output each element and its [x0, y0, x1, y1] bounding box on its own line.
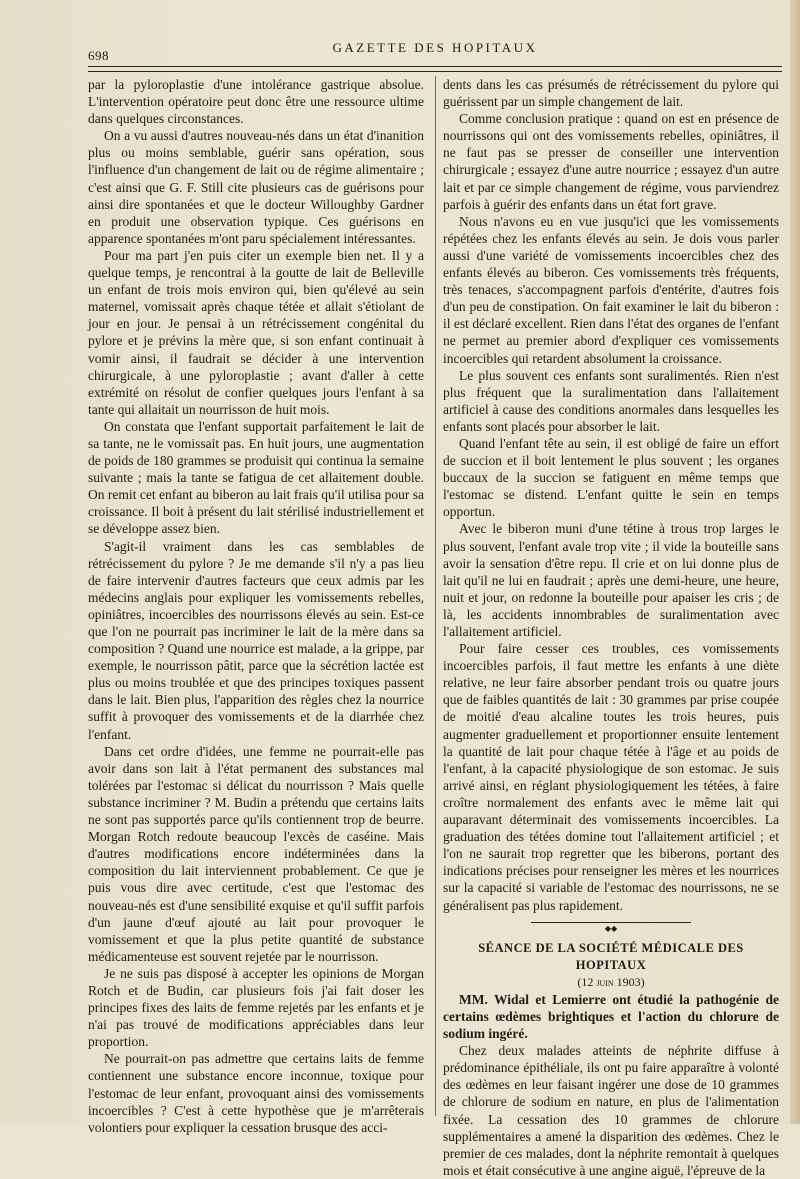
header-rule-thin [88, 71, 782, 72]
journal-title: GAZETTE DES HOPITAUX [332, 40, 538, 55]
paragraph: Quand l'enfant tête au sein, il est obligé de faire un effort de succion et il boit lentement le plus souvent ; les organes buccaux de la succion se fatiguent en même temps que l'estomac se distend. L'enfant quitte le sein en temps opportun. [443, 435, 779, 520]
date-day: (12 [577, 974, 597, 989]
right-column [443, 76, 779, 1179]
left-column [88, 76, 424, 1136]
section-title: SÉANCE DE LA SOCIÉTÉ MÉDICALE DES HOPITAUX [478, 940, 744, 972]
paragraph: par la pyloroplastie d'une intolérance gastrique absolue. L'intervention opératoire peut donc être une ressource ultime dans quelques circonstances. [88, 77, 424, 127]
paragraph: On constata que l'enfant supportait parfaitement le lait de sa tante, ne le vomissait pas. En huit jours, une augmentation de poids de 180 grammes se produisit qui continua la semaine suivante ; mais la tante se fatigua de cet allaitement double. On remit cet enfant au biberon au lait frais qu'il utilisa pour sa croissance. Il boit à présent du lait stérilisé industriellement et se développe assez bien. [88, 418, 424, 537]
paragraph: Nous n'avons eu en vue jusqu'ici que les vomissements répétées chez les enfants élevés au sein. Je dois vous parler aussi d'une variété de vomissements incoercibles chez des enfants élevés au biberon. Ces vomissements très fréquents, très tenaces, s'accompagnent parfois d'entérite, d'autres fois d'un peu de constipation. On fait examiner le lait du biberon : il est déclaré excellent. Rien dans l'état des organes de l'enfant ne permet au premier abord d'expliquer ces vomissements incoercibles qui retardent absolument la croissance. [443, 213, 779, 366]
paragraph: Pour faire cesser ces troubles, ces vomissements incoercibles parfois, il faut mettre les enfants à une diète relative, ne leur faire absorber pendant trois ou quatre jours que de faibles quantités de lait : 30 grammes par prise coupée de moitié d'eau alcaline toutes les trois heures, puis augmenter graduellement et proportionner ensuite lentement la quantité de lait pour chaque tétée à l'âge et au poids de l'enfant, à la capacité physiologique de son estomac. Je suis arrivé ainsi, en réglant physiologiquement les tétées, à faire croître normalement des enfants avec le même lait qui auparavant déterminait des vomissements incoercibles. La graduation des tétées domine tout l'allaitement artificiel ; et l'on ne saurait trop regretter que les biberons, portant des indications précises pour renseigner les mères et les nourrices sur la capacité si variable de l'estomac des nourrissons, ne se généralisent pas plus rapidement. [443, 641, 779, 913]
paragraph: Pour ma part j'en puis citer un exemple bien net. Il y a quelque temps, je rencontrai à la goutte de lait de Belleville un enfant de trois mois environ qui, bien qu'élevé au sein maternel, vomissait après chaque tétée et allait s'étiolant de jour en jour. Je pensai à un rétrécissement congénital du pylore et je prévins la mère que, si son enfant continuait à vomir ainsi, il faudrait se décider à une intervention chirurgicale, à une pyloroplastie ; avant d'aller à cette extrémité on résolut de confier quelques jours l'enfant à sa tante qui allaitait un nourrisson de huit mois. [88, 247, 424, 417]
paragraph: Je ne suis pas disposé à accepter les opinions de Morgan Rotch et de Budin, car plusieurs fois j'ai fait doser les principes fixes des laits de femme rejetés par les enfants et je n'ai pas trouvé de modifications appréciables dans leur proportion. [88, 965, 424, 1050]
date-year: 1903) [613, 974, 645, 989]
paragraph: Chez deux malades atteints de néphrite diffuse à prédominance épithéliale, ils ont pu faire apparaître à volonté des œdèmes en leur faisant ingérer une dose de 10 grammes de chlorure de sodium en nature, en plus de l'alimentation fixée. La cessation des 10 grammes de chlorure supplémentaires a amené la disparition des œdèmes. Chez le premier de ces malades, dont la néphrite remontait à quelques mois et était consécutive à une angine aiguë, l'épreuve de la [443, 1043, 779, 1178]
paragraph: Comme conclusion pratique : quand on est en présence de nourrissons qui ont des vomissements rebelles, opiniâtres, il ne faut pas se presser de conseiller une intervention chirurgicale ; essayez d'une autre nourrice ; essayez d'un autre lait et par ce simple changement de régime, vous parviendrez parfois à guérir des enfants dans un état fort grave. [443, 111, 779, 212]
paragraph: On a vu aussi d'autres nouveau-nés dans un état d'inanition plus ou moins semblable, guérir sans opération, sous l'influence d'un changement de lait ou de régime alimentaire ; c'est ainsi que G. F. Still cite plusieurs cas de guérisons pour ainsi dire spontanées et que le docteur Willoughby Gardner en produit une observation typique. Ces guérisons en apparence spontanées m'ont paru spécialement intéressantes. [88, 128, 424, 246]
paragraph: S'agit-il vraiment dans les cas semblables de rétrécissement du pylore ? Je me demande s'il n'y a pas lieu de faire intervenir d'autres facteurs que ceux admis par les médecins anglais pour expliquer les vomissements rebelles, opiniâtres, incoercibles des nourrissons élevés au sein. Est-ce que l'on ne pourrait pas incriminer le lait de la mère dans sa composition ? Quand une nourrice est malade, a la grippe, par exemple, le nourrisson pâtit, parce que la sécrétion lactée est plus ou moins troublée et que des principes toxiques passent dans le lait. Bien plus, l'apparition des règles chez la nourrice suffit à provoquer des vomissements et de la diarrhée chez l'enfant. [88, 538, 424, 742]
header-rule [88, 66, 782, 67]
paragraph-lead: MM. Widal et Lemierre ont étudié la pathogénie de certains œdèmes brightiques et l'action du chlorure de sodium ingéré. [443, 991, 779, 1042]
section-date [443, 974, 779, 991]
date-month: juin [596, 974, 614, 989]
paragraph: Le plus souvent ces enfants sont suralimentés. Rien n'est plus fréquent que la suralimentation dans l'allaitement artificiel à cause des conditions anormales dans lesquelles les enfants sont placés pour absorber le lait. [443, 367, 779, 434]
page-number: 698 [88, 48, 109, 63]
page-header [88, 40, 782, 63]
page-edge [790, 0, 800, 1124]
section-separator: ◆◆ [443, 918, 779, 926]
paragraph: dents dans les cas présumés de rétrécissement du pylore qui guérissent par un simple changement de lait. [443, 77, 779, 110]
paragraph: Avec le biberon muni d'une tétine à trous trop larges le plus souvent, l'enfant avale trop vite ; il vide la bouteille sans avoir la sensation d'être repu. Il crie et on lui donne plus de lait qu'il ne lui en faudrait ; après une demi-heure, une heure, nuit et jour, on redonne la bouteille pour apaiser les cris ; de là, les accidents innombrables de suralimentation avec l'allaitement artificiel. [443, 521, 779, 639]
column-divider [435, 76, 436, 1116]
paragraph: Ne pourrait-on pas admettre que certains laits de femme contiennent une substance encore inconnue, toxique pour l'estomac de leur enfant, provoquant ainsi des vomissements incoercibles ? C'est à cette hypothèse que je m'arrêterais volontiers pour expliquer la cessation brusque des acci- [88, 1051, 424, 1135]
paragraph: Dans cet ordre d'idées, une femme ne pourrait-elle pas avoir dans son lait à l'état permanent des substances mal tolérées par l'estomac si délicat du nourrisson ? Mais quelle substance incriminer ? M. Budin a prétendu que certains laits ne sont pas supportés parce qu'ils contiennent trop de beurre. Morgan Rotch redoute beaucoup l'excès de caséine. Mais d'autres modifications encore indéterminées dans la composition du lait interviennent probablement. Ce que je puis vous dire avec certitude, c'est que l'estomac des nouveau-nés est d'une sensibilité exquise et qu'il suffit parfois d'un jaune d'œuf ajouté au lait pour provoquer le vomissement et que la plus petite quantité de substance médicamenteuse est souvent rejetée par le nourrisson. [88, 743, 424, 964]
